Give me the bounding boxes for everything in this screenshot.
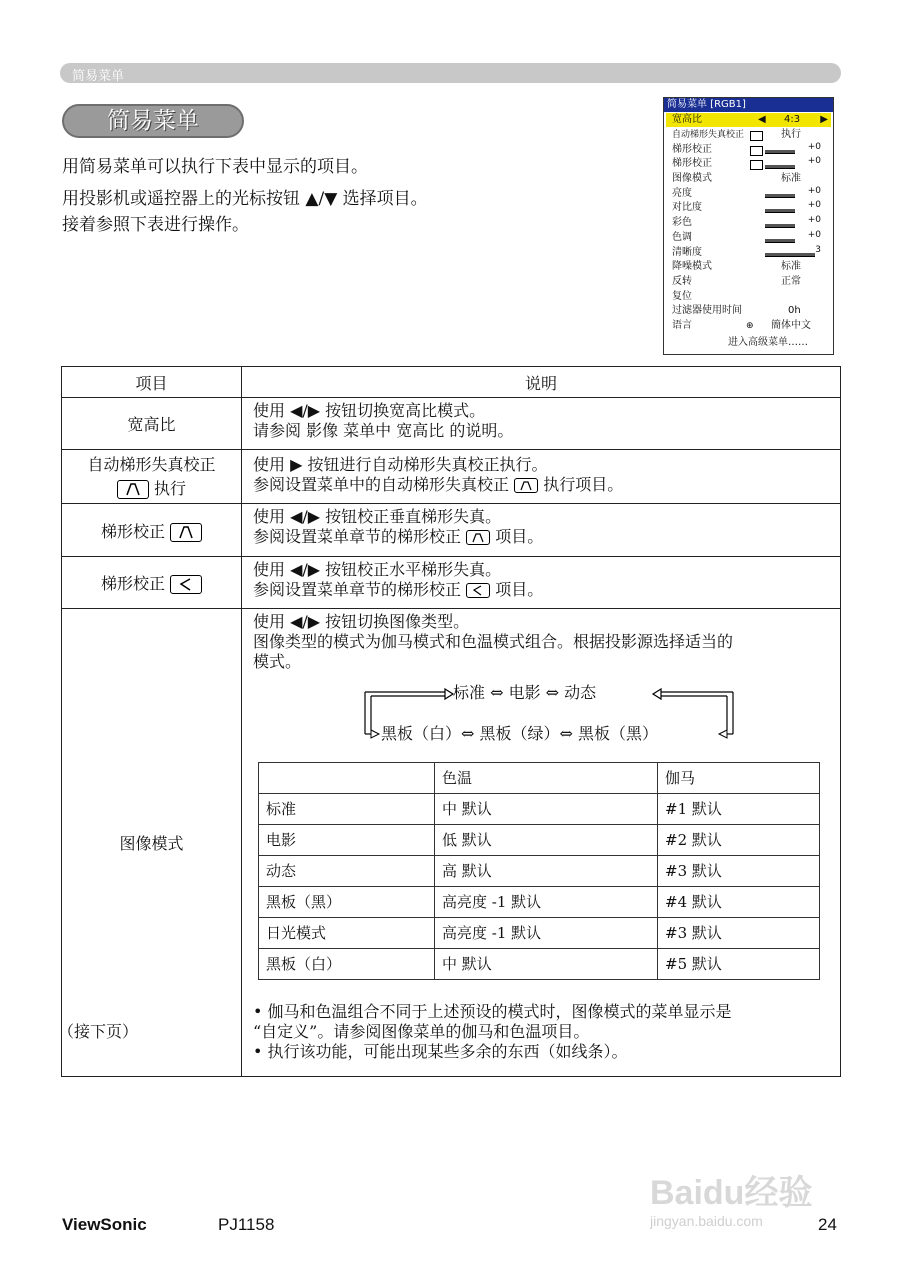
item-keystone-horizontal: 梯形校正 (62, 557, 242, 609)
table-row (62, 609, 841, 1077)
item-keystone-vertical: 梯形校正 (62, 504, 242, 557)
table-row (62, 450, 841, 504)
keystone-vertical-icon (117, 480, 149, 499)
osd-highlight-value: 4:3 (784, 114, 801, 125)
item-aspect: 宽高比 (62, 398, 242, 450)
keystone-vertical-icon (514, 478, 538, 493)
osd-row: 梯形校正 +0 (672, 141, 821, 155)
osd-slider (765, 224, 795, 228)
left-arrow-icon: ◀ (758, 114, 766, 125)
osd-title: 简易菜单 [RGB1] (664, 98, 833, 112)
osd-slider (765, 150, 795, 154)
osd-row: 自动梯形失真校正 执行 (672, 129, 801, 140)
keystone-horizontal-icon (170, 575, 202, 594)
cycle-top-text: 标准 ⇔ 电影 ⇔ 动态 (453, 683, 597, 702)
table-row (62, 504, 841, 557)
keystone-vertical-icon (170, 523, 202, 542)
keystone-vertical-icon (466, 530, 490, 545)
osd-row: 色调 +0 (672, 229, 821, 243)
intro-line-3: 接着参照下表进行操作。 (62, 215, 249, 235)
desc-aspect: 使用 ◀/▶ 按钮切换宽高比模式。 请参阅 影像 菜单中 宽高比 的说明。 (242, 398, 841, 450)
osd-row: 复位 (672, 290, 692, 302)
osd-footer: 进入高级菜单…… (728, 337, 808, 348)
table-row: 电影 低 默认 #2 默认 (259, 825, 820, 856)
keystone-horizontal-icon (466, 583, 490, 598)
osd-row: 亮度 +0 (672, 185, 821, 199)
table-row: 标准 中 默认 #1 默认 (259, 794, 820, 825)
table-row (62, 557, 841, 609)
osd-row: 梯形校正 +0 (672, 156, 821, 170)
footer-brand: ViewSonic (62, 1215, 147, 1234)
table-row: 动态 高 默认 #3 默认 (259, 856, 820, 887)
osd-slider (765, 253, 815, 257)
table-row: 黑板（白） 中 默认 #5 默认 (259, 949, 820, 980)
item-auto-keystone: 自动梯形失真校正 执行 (62, 450, 242, 504)
intro-line-2: 用投影机或遥控器上的光标按钮 ▲/▼ 选择项目。 (62, 189, 428, 209)
notes: • 伽马和色温组合不同于上述预设的模式时，图像模式的菜单显示是 “自定义”。请参阅图像菜单的伽马和色温项目。 • 执行该功能，可能出现某些多余的东西（如线条）。 (253, 1002, 732, 1061)
header-description: 说明 (242, 367, 841, 398)
watermark-logo: Baidu经验 (650, 1174, 813, 1212)
osd-row: 过滤器使用时间 0h (672, 305, 801, 317)
osd-row: 彩色 +0 (672, 215, 821, 229)
section-header-label: 简易菜单 (72, 69, 125, 84)
right-arrow-icon: ▶ (820, 114, 828, 125)
mode-cycle-diagram (253, 672, 840, 750)
osd-slider (765, 239, 795, 243)
osd-row: 图像模式 标准 (672, 173, 801, 185)
keystone-horizontal-icon (750, 160, 763, 170)
watermark-url: jingyan.baidu.com (650, 1213, 763, 1229)
osd-highlight-label: 宽高比 (672, 114, 702, 125)
keystone-vertical-icon (750, 131, 763, 141)
osd-slider (765, 209, 795, 213)
desc-auto-keystone: 使用 ▶ 按钮进行自动梯形失真校正执行。 参阅设置菜单中的自动梯形失真校正 执行项目。 (242, 450, 841, 504)
mode-table (258, 762, 820, 980)
desc-image-mode: 使用 ◀/▶ 按钮切换图像类型。 图像类型的模式为伽马模式和色温模式组合。根据投影源选择适当的 模式。 标准 ⇔ 电影 ⇔ 动态 黑板（白）⇔ 黑板（绿）⇔ 黑板（黑） 色温 伽马 标准 中 默认 #1 默认 电影 低 默认 #2 默认 动态 高 默认 #3 默认 黑板（黑） 高亮度 -1 默认 #4 默认 日光模式 高亮度 -1 默认 #3 默认 黑板（白） 中 默认 #5 默认 • 伽马和色温组合不同于上述预设的模式时，图像模式的菜单显示是 “自定义”。请参阅图像菜单的伽马和色温项目。 • 执行该功能，可能出现某些多余的东西（如线条）。 (242, 609, 841, 1077)
mode-table-header: 色温 伽马 (259, 763, 820, 794)
footer-model: PJ1158 (218, 1215, 275, 1234)
osd-row: 清晰度 3 (672, 244, 821, 258)
footer-page-number: 24 (818, 1215, 837, 1234)
desc-keystone-horizontal: 使用 ◀/▶ 按钮校正水平梯形失真。 参阅设置菜单章节的梯形校正 项目。 (242, 557, 841, 609)
osd-row: 反转 正常 (672, 275, 801, 287)
simple-menu-table (58, 366, 841, 1077)
header-item: 项目 (62, 367, 242, 398)
globe-icon: ⊕ (746, 320, 754, 331)
section-header-bar (60, 63, 841, 83)
item-image-mode: 图像模式 （接下页） (62, 609, 242, 1077)
cycle-bottom-text: 黑板（白）⇔ 黑板（绿）⇔ 黑板（黑） (381, 724, 658, 743)
table-row: 黑板（黑） 高亮度 -1 默认 #4 默认 (259, 887, 820, 918)
osd-slider (765, 194, 795, 198)
table-header-row (62, 367, 841, 398)
osd-highlight-row (666, 113, 831, 127)
page-title: 简易菜单 (62, 104, 244, 138)
continued-label: （接下页） (58, 1022, 139, 1041)
table-row (62, 398, 841, 450)
intro-line-1: 用简易菜单可以执行下表中显示的项目。 (62, 157, 368, 177)
table-row: 日光模式 高亮度 -1 默认 #3 默认 (259, 918, 820, 949)
osd-slider (765, 165, 795, 169)
osd-row: 语言 ⊕ 簡体中文 (664, 319, 833, 334)
desc-keystone-vertical: 使用 ◀/▶ 按钮校正垂直梯形失真。 参阅设置菜单章节的梯形校正 项目。 (242, 504, 841, 557)
osd-menu (663, 97, 834, 355)
keystone-vertical-icon (750, 146, 763, 156)
osd-row: 降噪模式 标准 (672, 261, 801, 273)
osd-row: 对比度 +0 (672, 200, 821, 214)
